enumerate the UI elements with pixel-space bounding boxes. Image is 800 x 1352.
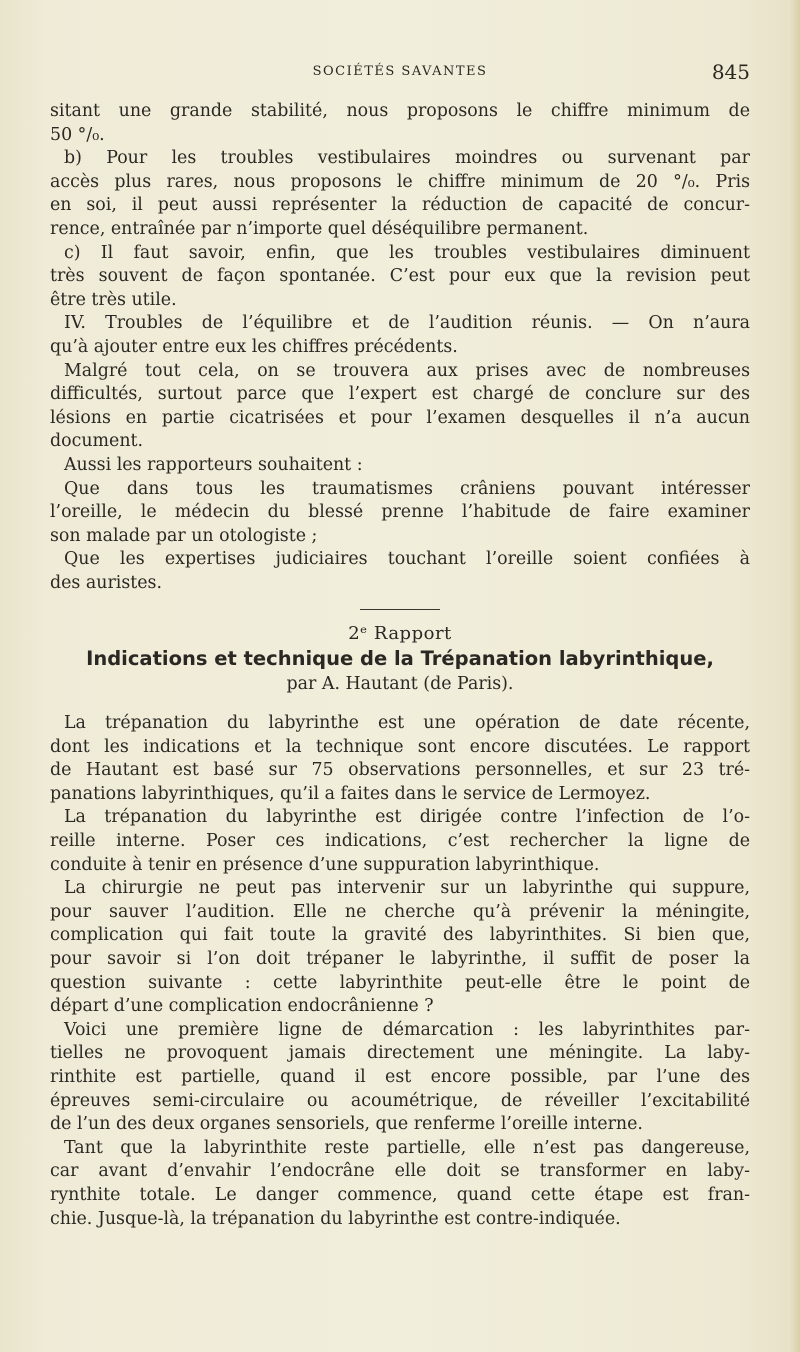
text-line: chie. Jusque-là, la trépanation du labyrinthe est contre-indiquée.: [50, 1208, 621, 1229]
text-line: Que les expertises judiciaires touchant l’oreille soient confiées à: [64, 549, 750, 570]
text-line: son malade par un otologiste ;: [50, 525, 318, 546]
text-line: IV. Troubles de l’équilibre et de l’audition réunis. — On n’aura: [64, 313, 750, 334]
text-line: Que dans tous les traumatismes crâniens pouvant intéresser: [64, 478, 750, 499]
section-title: Indications et technique de la Trépanation labyrinthique,: [86, 647, 714, 671]
text-line: 50 °/₀.: [50, 124, 105, 145]
text-line: des auristes.: [50, 572, 162, 593]
text-line: de l’un des deux organes sensoriels, que renferme l’oreille interne.: [50, 1114, 643, 1135]
text-line: Malgré tout cela, on se trouvera aux prises avec de nombreuses: [64, 360, 750, 381]
text-line: pour sauver l’audition. Elle ne cherche qu’à prévenir la méningite,: [50, 901, 750, 922]
main-text: [50, 100, 750, 1231]
text-line: car avant d’envahir l’endocrâne elle doit se transformer en laby-: [50, 1161, 750, 1182]
page-edge: [790, 0, 800, 1352]
text-line: difficultés, surtout parce que l’expert est chargé de conclure sur des: [50, 384, 750, 405]
text-line: Voici une première ligne de démarcation : les labyrinthites par-: [64, 1019, 750, 1040]
text-line: très souvent de façon spontanée. C’est pour eux que la revision peut: [50, 266, 750, 287]
text-line: être très utile.: [50, 289, 177, 310]
text-line: complication qui fait toute la gravité des labyrinthites. Si bien que,: [50, 925, 750, 946]
text-line: dont les indications et la technique sont encore discutées. Le rapport: [50, 736, 750, 757]
text-line: conduite à tenir en présence d’une suppuration labyrinthique.: [50, 854, 600, 875]
text-line: qu’à ajouter entre eux les chiffres précédents.: [50, 336, 458, 357]
section-label: 2ᵉ Rapport: [348, 623, 452, 645]
text-line: sitant une grande stabilité, nous proposons le chiffre minimum de: [50, 101, 750, 121]
text-line: rynthite totale. Le danger commence, quand cette étape est fran-: [50, 1184, 750, 1205]
text-line: tielles ne provoquent jamais directement une méningite. La laby-: [50, 1043, 750, 1064]
text-line: rence, entraînée par n’importe quel déséquilibre permanent.: [50, 218, 589, 239]
text-line: document.: [50, 431, 144, 452]
text-line: panations labyrinthiques, qu’il a faites dans le service de Lermoyez.: [50, 783, 651, 804]
text-line: question suivante : cette labyrinthite peut-elle être le point de: [50, 972, 750, 993]
text-line: en soi, il peut aussi représenter la réduction de capacité de concur-: [50, 195, 750, 216]
text-line: accès plus rares, nous proposons le chiffre minimum de 20 °/₀. Pris: [50, 171, 750, 192]
text-line: La chirurgie ne peut pas intervenir sur un labyrinthe qui suppure,: [64, 878, 750, 899]
text-line: La trépanation du labyrinthe est une opération de date récente,: [64, 713, 750, 734]
text-line: l’oreille, le médecin du blessé prenne l’habitude de faire examiner: [50, 502, 750, 523]
text-line: de Hautant est basé sur 75 observations personnelles, et sur 23 tré-: [50, 760, 750, 781]
text-line: épreuves semi-circulaire ou acoumétrique, de réveiller l’excitabilité: [50, 1090, 750, 1111]
text-line: b) Pour les troubles vestibulaires moindres ou survenant par: [64, 148, 750, 169]
text-line: départ d’une complication endocrânienne ?: [50, 996, 434, 1017]
text-line: c) Il faut savoir, enfin, que les troubles vestibulaires diminuent: [64, 242, 750, 263]
text-line: reille interne. Poser ces indications, c’est rechercher la ligne de: [50, 831, 750, 852]
text-line: Aussi les rapporteurs souhaitent :: [64, 454, 363, 475]
section-byline: par A. Hautant (de Paris).: [286, 674, 514, 695]
text-line: rinthite est partielle, quand il est encore possible, par l’une des: [50, 1066, 750, 1087]
text-line: lésions en partie cicatrisées et pour l’examen desquelles il n’a aucun: [50, 407, 750, 428]
section-divider: [360, 609, 440, 610]
text-line: pour savoir si l’on doit trépaner le labyrinthe, il suffit de poser la: [50, 949, 750, 969]
text-line: Tant que la labyrinthite reste partielle, elle n’est pas dangereuse,: [64, 1137, 750, 1158]
page-number: 845: [711, 60, 750, 84]
page-header: [50, 62, 750, 86]
running-title: SOCIÉTÉS SAVANTES: [312, 64, 488, 79]
text-line: La trépanation du labyrinthe est dirigée contre l’infection de l’o-: [64, 807, 750, 828]
